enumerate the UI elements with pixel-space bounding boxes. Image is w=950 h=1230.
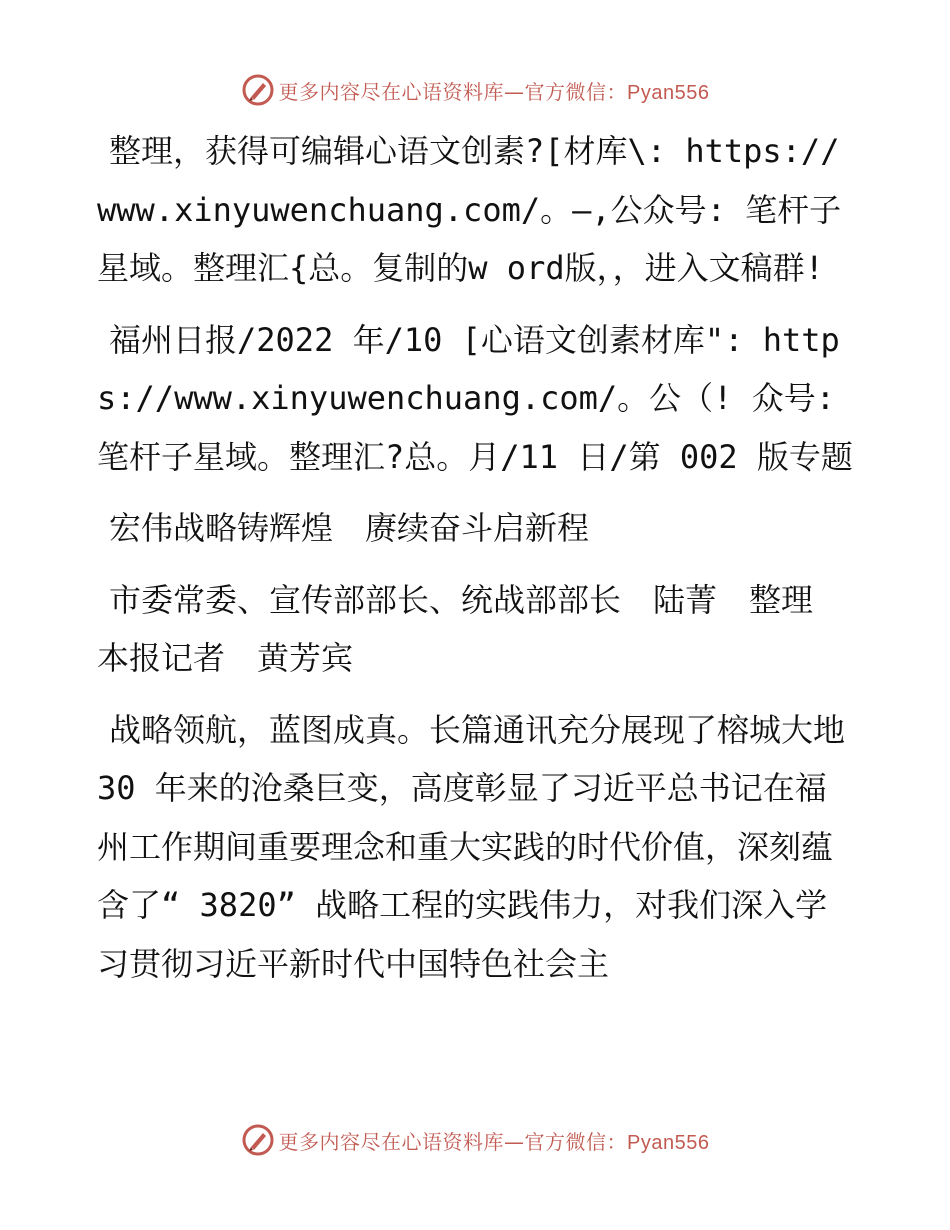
header-banner xyxy=(0,70,950,110)
pen-seal-icon xyxy=(241,73,275,107)
banner-brand: Pyan556 xyxy=(627,1131,710,1154)
document-body xyxy=(97,122,857,1006)
paragraph-source: 福州日报/2022 年/10 [心语文创素材库": https://www.xinyuwenchuang.com/。公（! 众号: 笔杆子星域。整理汇?总。月/11 日/第 002 版专题 xyxy=(97,320,853,476)
article-title: 宏伟战略铸辉煌 赓续奋斗启新程 xyxy=(109,509,590,547)
footer-banner xyxy=(0,1120,950,1160)
article-byline: 市委常委、宣传部部长、统战部部长 陆菁 整理 本报记者 黄芳宾 xyxy=(97,580,846,677)
paragraph-body: 战略领航，蓝图成真。长篇通讯充分展现了榕城大地 30 年来的沧桑巨变，高度彰显了习近平总书记在福州工作期间重要理念和重大实践的时代价值，深刻蕴含了“ 3820” 战略工程的实践伟力，对我们深入学习贯彻习近平新时代中国特色社会主 xyxy=(97,710,846,983)
banner-text: 更多内容尽在心语资料库—官方微信：Pyan556 xyxy=(278,79,710,104)
paragraph-intro: 整理，获得可编辑心语文创素?[材库\: https://www.xinyuwenchuang.com/。—,公众号: 笔杆子星域。整理汇{总。复制的w ord版，，进入文稿群! xyxy=(97,132,842,287)
banner-text: 更多内容尽在心语资料库—官方微信：Pyan556 xyxy=(278,1129,710,1154)
banner-brand: Pyan556 xyxy=(627,81,710,104)
pen-seal-icon xyxy=(241,1123,275,1157)
